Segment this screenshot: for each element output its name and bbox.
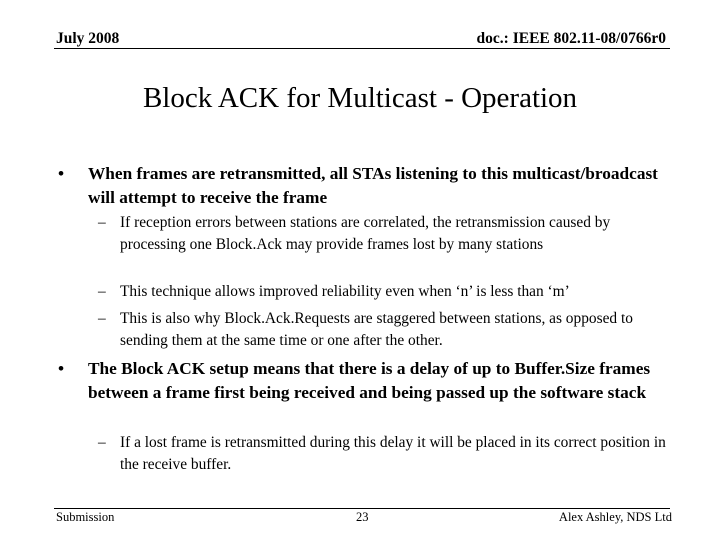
footer-page-number: 23 [356, 510, 369, 524]
bullet-dot-icon: • [58, 359, 65, 378]
dash-icon: – [98, 310, 106, 327]
bullet-1 [58, 162, 668, 210]
sub-bullet-1-3 [98, 308, 668, 352]
header-doc-id: doc.: IEEE 802.11-08/0766r0 [476, 30, 666, 47]
bullet-dot-icon: • [58, 164, 65, 183]
bullet-2 [58, 357, 668, 405]
sub-bullet-1-1 [98, 212, 668, 256]
sub-bullet-1-2-text: This technique allows improved reliability even when ‘n’ is less than ‘m’ [120, 283, 570, 300]
dash-icon: – [98, 283, 106, 300]
sub-bullet-1-1-text: If reception errors between stations are correlated, the retransmission caused by processing one Block.Ack may provide frames lost by many stations [120, 214, 611, 253]
sub-bullet-2-1 [98, 432, 668, 476]
slide-title: Block ACK for Multicast - Operation [142, 82, 578, 114]
sub-bullet-2-1-text: If a lost frame is retransmitted during this delay it will be placed in its correct position in the receive buffer. [120, 434, 666, 473]
sub-bullet-1-3-text: This is also why Block.Ack.Requests are staggered between stations, as opposed to sending them at the same time or one after the other. [120, 310, 633, 349]
sub-bullet-1-2 [98, 281, 668, 303]
header-date: July 2008 [56, 30, 120, 47]
bullet-1-text: When frames are retransmitted, all STAs listening to this multicast/broadcast will attempt to receive the frame [88, 164, 658, 207]
header-rule [54, 48, 670, 49]
dash-icon: – [98, 434, 106, 451]
footer-rule [54, 508, 670, 509]
bullet-2-text: The Block ACK setup means that there is a delay of up to Buffer.Size frames between a frame first being received and being passed up the software stack [88, 359, 651, 402]
dash-icon: – [98, 214, 106, 231]
footer-author: Alex Ashley, NDS Ltd [558, 510, 672, 524]
footer-submission: Submission [56, 510, 115, 524]
